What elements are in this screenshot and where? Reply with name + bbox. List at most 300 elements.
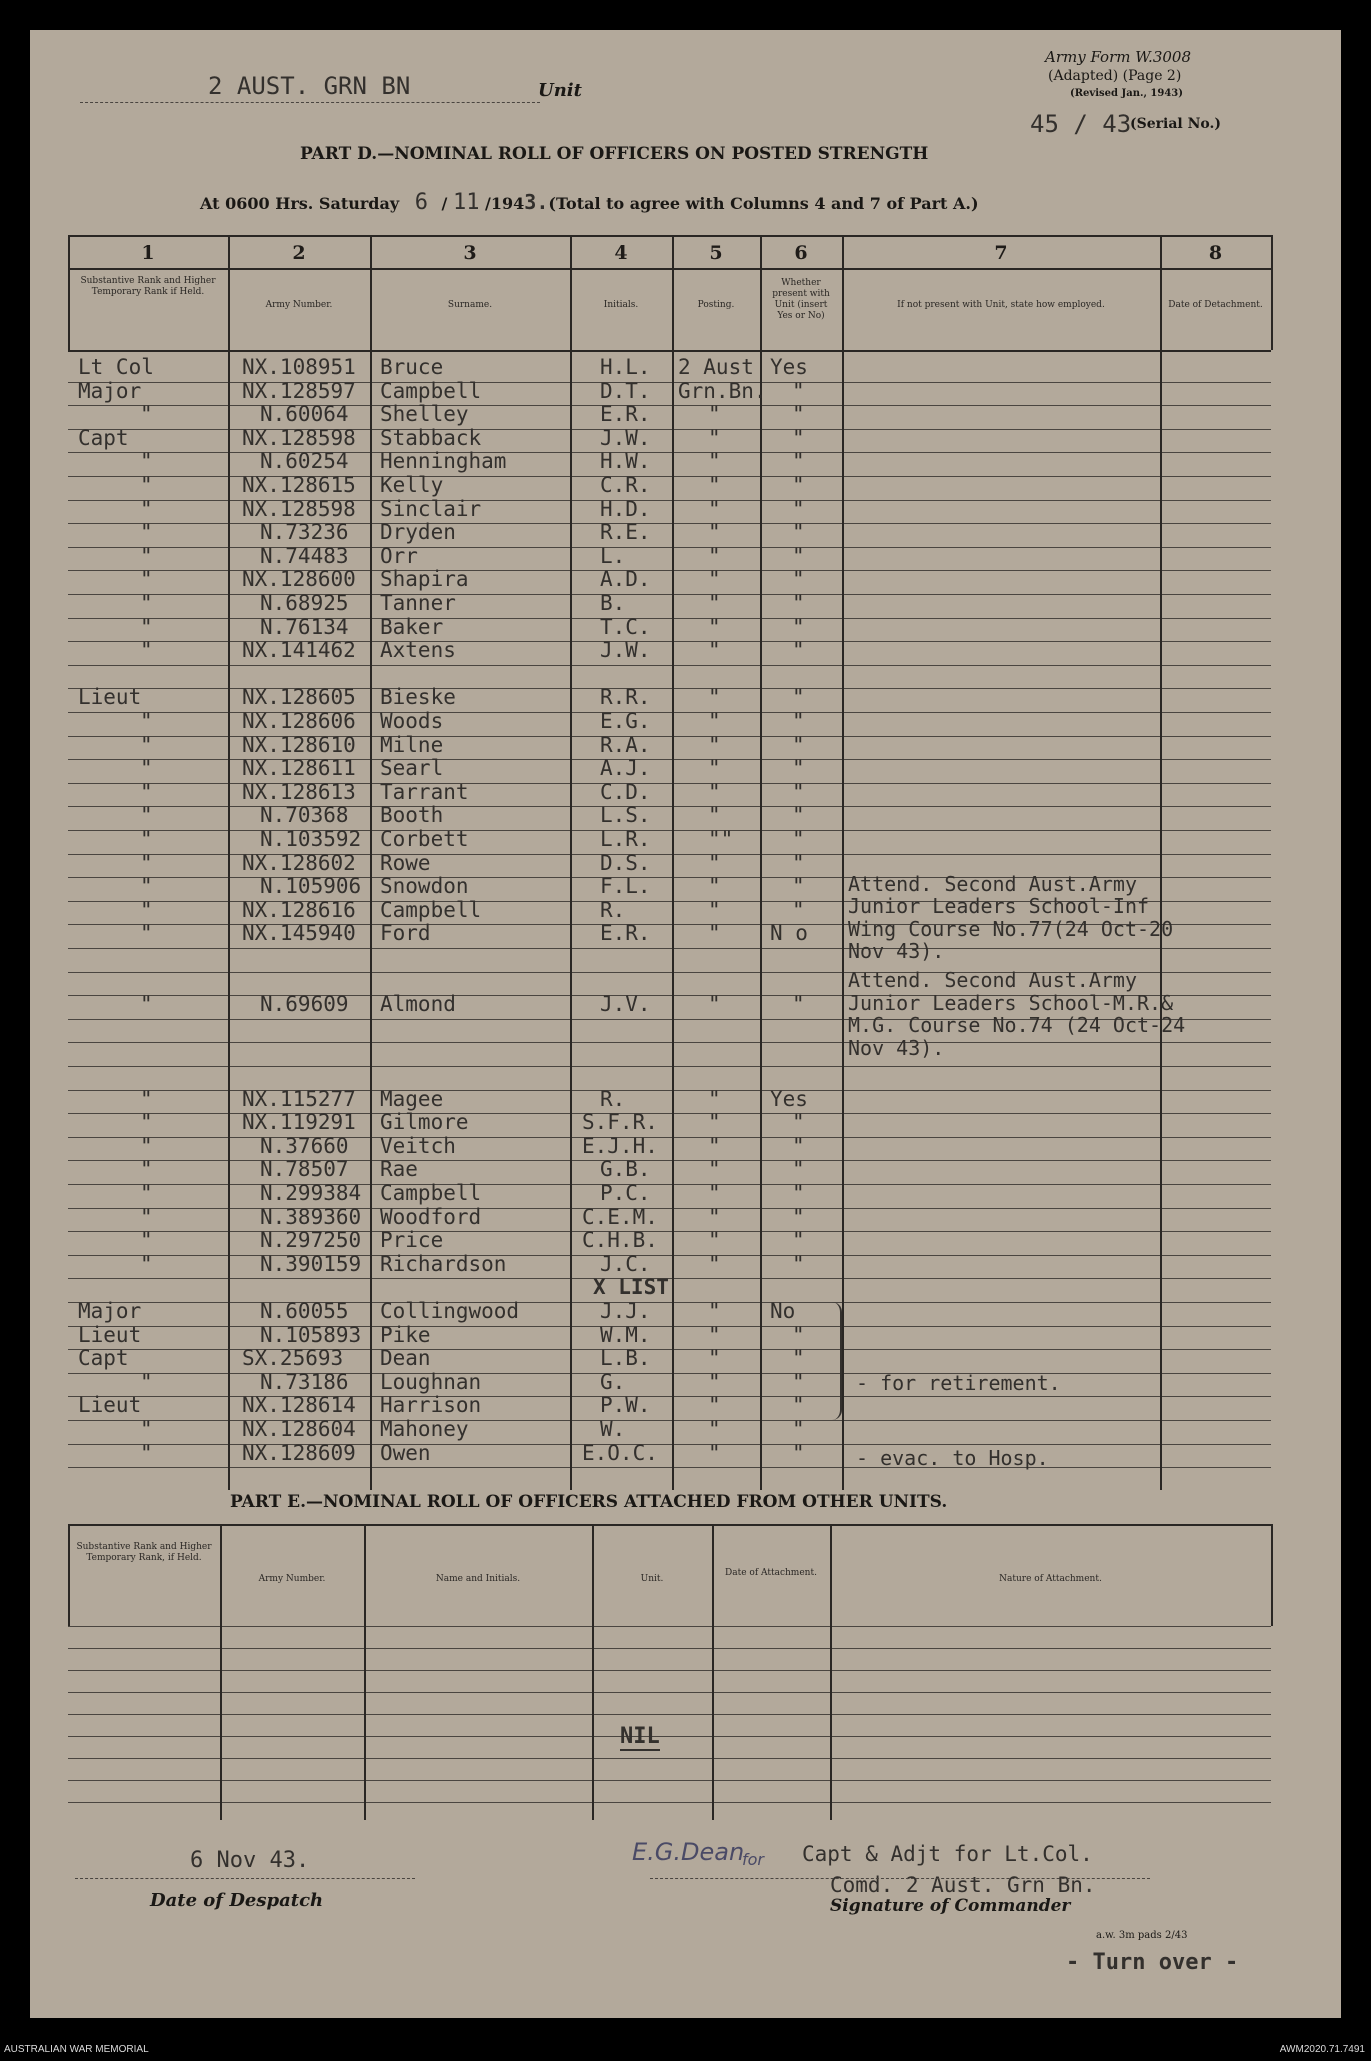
- initials-cell: L.B.: [600, 1346, 651, 1371]
- initials-cell: J.J.: [600, 1299, 651, 1323]
- ruled-line: [68, 948, 1271, 949]
- form-revised: (Revised Jan., 1943): [1070, 88, 1183, 99]
- rank-cell: ": [140, 732, 153, 757]
- present-cell: ": [792, 1417, 805, 1441]
- surname-cell: Pike: [380, 1322, 431, 1347]
- army-number-cell: N.297250: [260, 1228, 362, 1253]
- army-number-cell: NX.128606: [242, 709, 356, 733]
- column-header: Whether present with Unit (insert Yes or No): [772, 278, 830, 321]
- rank-cell: ": [140, 897, 153, 922]
- initials-cell: E.J.H.: [582, 1133, 658, 1158]
- posting-cell: ": [708, 1369, 721, 1394]
- army-number-cell: N.390159: [260, 1251, 362, 1276]
- surname-cell: Harrison: [380, 1393, 482, 1418]
- column-number: 2: [292, 242, 306, 264]
- rank-cell: ": [140, 874, 153, 899]
- posting-cell: ": [708, 1181, 721, 1205]
- column-number: 4: [614, 242, 628, 264]
- army-number-cell: NX.119291: [242, 1110, 356, 1135]
- column-header: Date of Detachment.: [1168, 300, 1263, 310]
- ruled-line: [68, 1042, 1271, 1043]
- rank-cell: ": [140, 1181, 153, 1205]
- present-cell: ": [792, 756, 805, 781]
- present-cell: No: [770, 1299, 796, 1323]
- part-e-column-header: Date of Attachment.: [725, 1568, 817, 1578]
- surname-cell: Tanner: [380, 591, 456, 615]
- form-adapted: (Adapted) (Page 2): [1048, 68, 1182, 84]
- part-e-ruled-line: [68, 1758, 1271, 1759]
- ruled-line: [68, 1302, 1271, 1303]
- date-year-digit: 3.: [524, 190, 549, 214]
- posting-cell: ": [708, 803, 721, 828]
- army-number-cell: NX.128610: [242, 732, 356, 757]
- posting-cell: ": [708, 638, 721, 663]
- ford-note-line: Attend. Second Aust.Army: [848, 871, 1137, 896]
- initials-cell: G.: [600, 1369, 626, 1394]
- ruled-line: [68, 1373, 1271, 1374]
- part-e-column-header: Substantive Rank and Higher Temporary Rank, if Held.: [76, 1542, 212, 1563]
- army-number-cell: NX.128604: [242, 1417, 356, 1441]
- ruled-line: [68, 523, 1271, 524]
- signer-line1: Capt & Adjt for Lt.Col.: [802, 1842, 1093, 1866]
- present-cell: Yes: [770, 355, 808, 379]
- present-cell: ": [792, 1181, 805, 1205]
- rank-cell: ": [140, 1110, 153, 1135]
- caption-right: AWM2020.71.7491: [1279, 2044, 1365, 2055]
- ruled-line: [68, 452, 1271, 453]
- army-number-cell: SX.25693: [242, 1346, 344, 1371]
- part-e-ruled-line: [68, 1736, 1271, 1737]
- part-e-ruled-line: [68, 1714, 1271, 1715]
- serial-label: (Serial No.): [1130, 116, 1221, 132]
- ford-note-line: Nov 43).: [848, 939, 945, 963]
- army-number-cell: N.60254: [260, 449, 349, 474]
- ruled-line: [68, 1066, 1271, 1067]
- posting-cell: ": [708, 1157, 721, 1182]
- army-number-cell: N.78507: [260, 1157, 349, 1182]
- serial-value: 45 / 43: [1030, 110, 1132, 138]
- army-number-cell: N.389360: [260, 1204, 362, 1229]
- surname-cell: Henningham: [380, 449, 507, 474]
- posting-cell: ": [708, 1393, 721, 1418]
- signer-line2: Comd. 2 Aust. Grn Bn.: [830, 1873, 1096, 1897]
- surname-cell: Milne: [380, 732, 444, 757]
- posting-cell: ": [708, 425, 721, 450]
- initials-cell: C.D.: [600, 779, 651, 804]
- army-number-cell: N.299384: [260, 1181, 362, 1205]
- form-name: Army Form W.3008: [1045, 48, 1191, 66]
- despatch-date: 6 Nov 43.: [190, 1848, 310, 1873]
- present-cell: ": [792, 591, 805, 615]
- print-code: a.w. 3m pads 2/43: [1096, 1930, 1188, 1941]
- posting-cell: ": [708, 1110, 721, 1135]
- initials-cell: E.G.: [600, 709, 651, 733]
- initials-cell: G.B.: [600, 1157, 651, 1182]
- initials-cell: R.E.: [600, 520, 651, 545]
- column-header: Initials.: [603, 300, 639, 310]
- date-sep1: /: [441, 194, 448, 213]
- present-cell: ": [792, 709, 805, 733]
- rank-cell: ": [140, 1086, 153, 1111]
- despatch-label: Date of Despatch: [150, 1890, 324, 1911]
- rank-cell: ": [140, 779, 153, 804]
- initials-cell: J.V.: [600, 992, 651, 1017]
- part-e-column-header: Army Number.: [258, 1574, 326, 1584]
- rank-cell: ": [140, 1133, 153, 1158]
- posting-cell: ": [708, 543, 721, 568]
- surname-cell: Magee: [380, 1086, 444, 1111]
- posting-cell: ": [708, 921, 721, 946]
- date-sep2: /194: [485, 194, 525, 213]
- present-cell: ": [792, 378, 805, 403]
- present-cell: ": [792, 449, 805, 474]
- initials-cell: J.W.: [600, 425, 651, 450]
- initials-cell: T.C.: [600, 614, 651, 639]
- rank-cell: ": [140, 520, 153, 545]
- present-cell: ": [792, 827, 805, 851]
- present-cell: ": [792, 1251, 805, 1276]
- posting-cell: ": [708, 756, 721, 781]
- column-divider: [370, 235, 372, 1490]
- rank-cell: Lt Col: [78, 355, 154, 379]
- almond-note-line: Attend. Second Aust.Army: [848, 968, 1137, 993]
- present-cell: ": [792, 1346, 805, 1371]
- surname-cell: Shelley: [380, 402, 469, 427]
- present-cell: ": [792, 1204, 805, 1229]
- present-cell: ": [792, 520, 805, 545]
- posting-cell: ": [708, 779, 721, 804]
- posting-cell: ": [708, 1204, 721, 1229]
- initials-cell: L.S.: [600, 803, 651, 828]
- army-number-cell: NX.115277: [242, 1086, 356, 1111]
- surname-cell: Almond: [380, 992, 456, 1017]
- rank-cell: ": [140, 402, 153, 427]
- rank-cell: ": [140, 449, 153, 474]
- part-e-divider: [68, 1524, 70, 1626]
- posting-cell: ": [708, 1228, 721, 1253]
- rank-cell: ": [140, 1369, 153, 1394]
- rank-cell: ": [140, 567, 153, 592]
- ruled-line: [68, 594, 1271, 595]
- initials-cell: W.: [600, 1417, 626, 1441]
- initials-cell: F.L.: [600, 874, 651, 899]
- posting-cell: ": [708, 1417, 721, 1441]
- surname-cell: Mahoney: [380, 1417, 469, 1441]
- present-cell: ": [792, 1369, 805, 1394]
- almond-note-line: M.G. Course No.74 (24 Oct-24: [848, 1013, 1186, 1038]
- army-number-cell: NX.128615: [242, 473, 356, 497]
- posting-cell: ": [708, 709, 721, 733]
- almond-note-line: Junior Leaders School-M.R.&: [848, 990, 1174, 1015]
- ruled-line: [68, 665, 1271, 666]
- ruled-line: [68, 830, 1271, 831]
- surname-cell: Bruce: [380, 355, 444, 379]
- rank-cell: ": [140, 1440, 153, 1465]
- initials-cell: H.W.: [600, 449, 651, 474]
- part-e-title: PART E.—NOMINAL ROLL OF OFFICERS ATTACHED FROM OTHER UNITS.: [230, 1492, 948, 1512]
- column-header: Surname.: [447, 300, 493, 310]
- posting-cell: ": [708, 1133, 721, 1158]
- initials-cell: R.R.: [600, 685, 651, 710]
- unit-rule: [80, 102, 540, 104]
- army-number-cell: N.76134: [260, 614, 349, 639]
- rank-cell: ": [140, 614, 153, 639]
- initials-cell: R.: [600, 1086, 626, 1111]
- surname-cell: Woodford: [380, 1204, 482, 1229]
- part-e-divider: [220, 1524, 222, 1820]
- ruled-line: [68, 1467, 1271, 1468]
- rank-cell: ": [140, 591, 153, 615]
- rank-cell: ": [140, 473, 153, 497]
- posting-cell: ": [708, 473, 721, 497]
- column-divider: [1160, 235, 1162, 1490]
- posting-cell: ": [708, 567, 721, 592]
- initials-cell: A.D.: [600, 567, 651, 592]
- army-number-cell: N.74483: [260, 543, 349, 568]
- rank-cell: Capt: [78, 1346, 129, 1371]
- present-cell: ": [792, 1393, 805, 1418]
- rank-cell: ": [140, 1417, 153, 1441]
- rank-cell: ": [140, 992, 153, 1017]
- column-divider: [672, 235, 674, 1490]
- column-number: 7: [994, 242, 1008, 264]
- date-suffix: (Total to agree with Columns 4 and 7 of Part A.): [548, 194, 979, 213]
- part-e-ruled-line: [68, 1670, 1271, 1671]
- posting-cell: ": [708, 1086, 721, 1111]
- column-divider: [1271, 235, 1273, 350]
- caption-bar: [0, 2036, 1371, 2061]
- present-cell: ": [792, 850, 805, 875]
- present-cell: ": [792, 803, 805, 828]
- surname-cell: Rowe: [380, 850, 431, 875]
- posting-cell: ": [708, 402, 721, 427]
- army-number-cell: N.37660: [260, 1133, 349, 1158]
- surname-cell: Snowdon: [380, 874, 469, 899]
- column-number: 6: [794, 242, 808, 264]
- hosp-note: - evac. to Hosp.: [856, 1445, 1049, 1470]
- turn-over: - Turn over -: [1066, 1950, 1239, 1975]
- initials-cell: P.C.: [600, 1181, 651, 1205]
- army-number-cell: N.69609: [260, 992, 349, 1017]
- initials-cell: D.T.: [600, 378, 651, 403]
- surname-cell: Bieske: [380, 685, 456, 710]
- posting-cell: ": [708, 1251, 721, 1276]
- signature-for: for: [742, 1850, 764, 1869]
- army-number-cell: N.60064: [260, 402, 349, 427]
- army-number-cell: NX.128597: [242, 378, 356, 403]
- army-number-cell: N.70368: [260, 803, 349, 828]
- rank-cell: ": [140, 496, 153, 521]
- army-number-cell: NX.128609: [242, 1440, 356, 1465]
- posting-cell: ": [708, 874, 721, 899]
- column-divider: [760, 235, 762, 1490]
- present-cell: Yes: [770, 1086, 808, 1111]
- present-cell: ": [792, 638, 805, 663]
- posting-cell: ": [708, 449, 721, 474]
- army-number-cell: N.73236: [260, 520, 349, 545]
- part-e-border: [68, 1524, 1271, 1526]
- surname-cell: Collingwood: [380, 1299, 520, 1323]
- posting-cell: "": [708, 827, 734, 851]
- rank-cell: ": [140, 1157, 153, 1182]
- ruled-line: [68, 1255, 1271, 1256]
- nil-stamp: NIL: [620, 1724, 660, 1749]
- initials-cell: H.D.: [600, 496, 651, 521]
- part-e-divider: [830, 1524, 832, 1820]
- column-number: 8: [1208, 242, 1223, 264]
- army-number-cell: NX.141462: [242, 638, 356, 663]
- rank-cell: ": [140, 921, 153, 946]
- surname-cell: Orr: [380, 543, 418, 568]
- army-number-cell: N.60055: [260, 1299, 349, 1323]
- rank-cell: Lieut: [78, 1393, 142, 1418]
- rank-cell: Major: [78, 1299, 142, 1323]
- rank-cell: ": [140, 1228, 153, 1253]
- column-divider: [842, 235, 844, 1490]
- date-line: [200, 190, 979, 215]
- army-number-cell: N.73186: [260, 1369, 349, 1394]
- initials-cell: B.: [600, 591, 626, 615]
- column-number: 1: [141, 242, 155, 264]
- ford-note-line: Junior Leaders School-Inf: [848, 894, 1150, 918]
- rank-cell: ": [140, 827, 153, 851]
- army-number-cell: NX.108951: [242, 355, 356, 379]
- posting-cell: 2 Aust: [678, 355, 754, 379]
- retirement-note: - for retirement.: [856, 1370, 1061, 1395]
- posting-cell: ": [708, 614, 721, 639]
- army-number-cell: NX.128598: [242, 496, 356, 521]
- surname-cell: Booth: [380, 803, 444, 828]
- initials-cell: R.A.: [600, 732, 651, 757]
- rank-cell: ": [140, 543, 153, 568]
- part-e-divider: [712, 1524, 714, 1820]
- posting-cell: ": [708, 992, 721, 1017]
- table-border-line: [68, 268, 1271, 270]
- rank-cell: ": [140, 1251, 153, 1276]
- initials-cell: R.: [600, 897, 626, 922]
- initials-cell: P.W.: [600, 1393, 651, 1418]
- surname-cell: Campbell: [380, 1181, 482, 1205]
- surname-cell: Baker: [380, 614, 444, 639]
- ruled-line: [68, 806, 1271, 807]
- present-cell: ": [792, 543, 805, 568]
- surname-cell: Dean: [380, 1346, 431, 1371]
- army-number-cell: NX.128598: [242, 425, 356, 450]
- rank-cell: ": [140, 756, 153, 781]
- rank-cell: ": [140, 850, 153, 875]
- surname-cell: Shapira: [380, 567, 469, 592]
- present-cell: ": [792, 779, 805, 804]
- despatch-rule: [75, 1878, 415, 1879]
- present-cell: ": [792, 1440, 805, 1465]
- army-number-cell: N.105893: [260, 1322, 362, 1347]
- initials-cell: C.E.M.: [582, 1204, 658, 1229]
- initials-cell: C.H.B.: [582, 1228, 658, 1253]
- surname-cell: Owen: [380, 1440, 431, 1465]
- surname-cell: Searl: [380, 756, 444, 781]
- column-divider: [228, 235, 230, 1490]
- surname-cell: Veitch: [380, 1133, 456, 1158]
- posting-cell: ": [708, 1440, 721, 1465]
- column-divider: [570, 235, 572, 1490]
- posting-cell: ": [708, 897, 721, 922]
- surname-cell: Campbell: [380, 378, 482, 403]
- army-number-cell: N.103592: [260, 827, 362, 851]
- date-day: 6: [414, 190, 428, 215]
- army-number-cell: NX.128602: [242, 850, 356, 875]
- ruled-line: [68, 1231, 1271, 1232]
- army-number-cell: N.105906: [260, 874, 362, 899]
- army-number-cell: N.68925: [260, 591, 349, 615]
- part-e-column-header: Unit.: [640, 1574, 664, 1584]
- present-cell: ": [792, 496, 805, 521]
- present-cell: ": [792, 1228, 805, 1253]
- column-number: 5: [709, 242, 723, 264]
- table-border-line: [68, 350, 1271, 352]
- rank-cell: ": [140, 1204, 153, 1229]
- initials-cell: S.F.R.: [582, 1110, 658, 1135]
- part-e-divider: [592, 1524, 594, 1820]
- army-number-cell: NX.145940: [242, 921, 356, 946]
- unit-value: 2 AUST. GRN BN: [208, 72, 411, 100]
- part-e-ruled-line: [68, 1648, 1271, 1649]
- column-number: 3: [463, 242, 477, 264]
- surname-cell: Woods: [380, 709, 444, 733]
- present-cell: ": [792, 874, 805, 899]
- ruled-line: [68, 405, 1271, 406]
- present-cell: ": [792, 1110, 805, 1135]
- surname-cell: Ford: [380, 921, 431, 946]
- posting-cell: ": [708, 1299, 721, 1323]
- posting-cell: ": [708, 685, 721, 710]
- ruled-line: [68, 547, 1271, 548]
- initials-cell: W.M.: [600, 1322, 651, 1347]
- surname-cell: Richardson: [380, 1251, 507, 1276]
- posting-cell: ": [708, 732, 721, 757]
- present-cell: ": [792, 614, 805, 639]
- ruled-line: [68, 1160, 1271, 1161]
- initials-cell: J.C.: [600, 1251, 651, 1276]
- table-border-line: [68, 235, 1271, 237]
- part-e-column-header: Nature of Attachment.: [999, 1574, 1102, 1584]
- rank-cell: Lieut: [78, 685, 142, 710]
- rank-cell: Capt: [78, 425, 129, 450]
- initials-cell: L.R.: [600, 827, 651, 851]
- column-header: If not present with Unit, state how employed.: [897, 300, 1105, 310]
- present-cell: ": [792, 732, 805, 757]
- rank-cell: Major: [78, 378, 142, 403]
- initials-cell: E.R.: [600, 402, 651, 427]
- signature-label: Signature of Commander: [830, 1896, 1071, 1916]
- column-header: Posting.: [697, 300, 735, 310]
- posting-cell: Grn.Bn.: [678, 378, 767, 403]
- initials-cell: H.L.: [600, 355, 651, 379]
- surname-cell: Tarrant: [380, 779, 469, 804]
- present-cell: N o: [770, 921, 808, 946]
- army-number-cell: NX.128600: [242, 567, 356, 592]
- initials-cell: E.R.: [600, 921, 651, 946]
- present-cell: ": [792, 1322, 805, 1347]
- present-cell: ": [792, 897, 805, 922]
- part-d-title: PART D.—NOMINAL ROLL OF OFFICERS ON POSTED STRENGTH: [300, 144, 929, 164]
- caption-left: AUSTRALIAN WAR MEMORIAL: [4, 2044, 149, 2055]
- present-cell: ": [792, 1133, 805, 1158]
- date-prefix: At 0600 Hrs. Saturday: [200, 194, 400, 213]
- army-number-cell: NX.128614: [242, 1393, 356, 1418]
- rank-cell: Lieut: [78, 1322, 142, 1347]
- part-e-ruled-line: [68, 1802, 1271, 1803]
- initials-cell: J.W.: [600, 638, 651, 663]
